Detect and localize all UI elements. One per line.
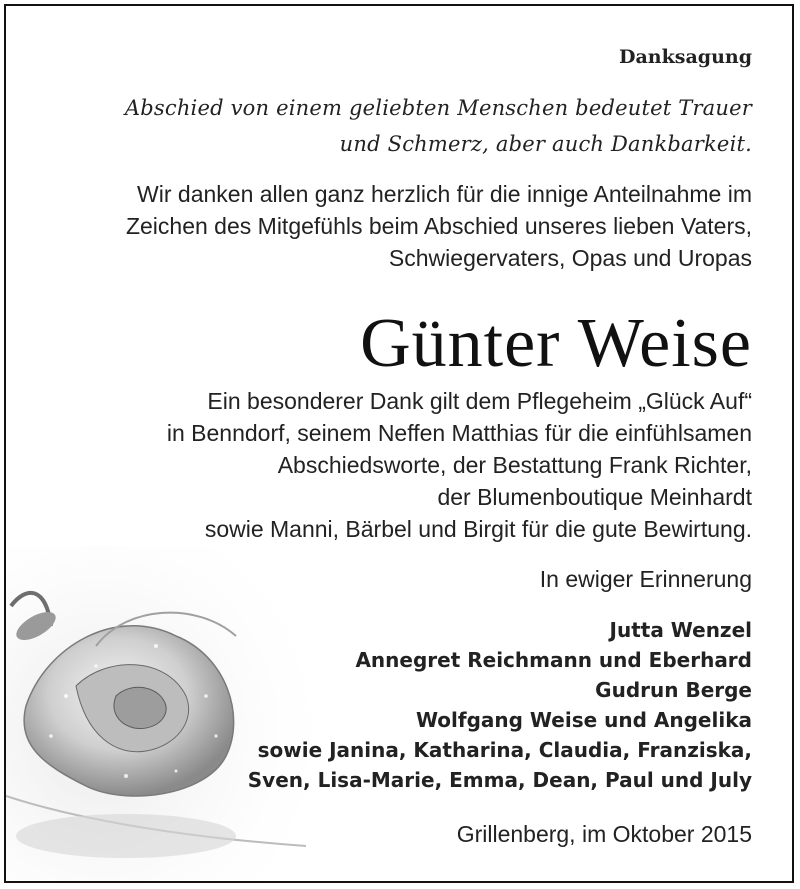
mourner-line: Annegret Reichmann und Eberhard — [355, 648, 752, 672]
mourner-line: Wolfgang Weise und Angelika — [415, 708, 752, 732]
deceased-name: Günter Weise — [360, 305, 752, 382]
mourner-line: sowie Janina, Katharina, Claudia, Franziska, — [257, 738, 752, 762]
thanks-line: Ein besonderer Dank gilt dem Pflegeheim „Glück Auf“ — [207, 388, 752, 414]
motto-line: Abschied von einem geliebten Menschen bedeutet Trauer — [124, 96, 752, 120]
motto-line: und Schmerz, aber auch Dankbarkeit. — [339, 132, 752, 156]
place-date: Grillenberg, im Oktober 2015 — [456, 821, 752, 847]
intro-line: Zeichen des Mitgefühls beim Abschied unseres lieben Vaters, — [125, 213, 752, 239]
memory-phrase: In ewiger Erinnerung — [539, 566, 752, 592]
rose-image — [6, 546, 326, 883]
thanks-line: sowie Manni, Bärbel und Birgit für die gute Bewirtung. — [204, 516, 752, 542]
mourner-line: Gudrun Berge — [595, 678, 752, 702]
intro-line: Schwiegervaters, Opas und Uropas — [388, 245, 752, 271]
intro-line: Wir danken allen ganz herzlich für die innige Anteilnahme im — [137, 181, 752, 207]
notice-heading: Danksagung — [619, 46, 752, 68]
thanks-line: in Benndorf, seinem Neffen Matthias für die einfühlsamen — [166, 420, 752, 446]
mourner-line: Sven, Lisa-Marie, Emma, Dean, Paul und July — [247, 768, 752, 792]
thanks-line: Abschiedsworte, der Bestattung Frank Richter, — [277, 452, 752, 478]
obituary-notice — [4, 4, 794, 883]
thanks-line: der Blumenboutique Meinhardt — [437, 484, 752, 510]
mourner-line: Jutta Wenzel — [609, 618, 752, 642]
